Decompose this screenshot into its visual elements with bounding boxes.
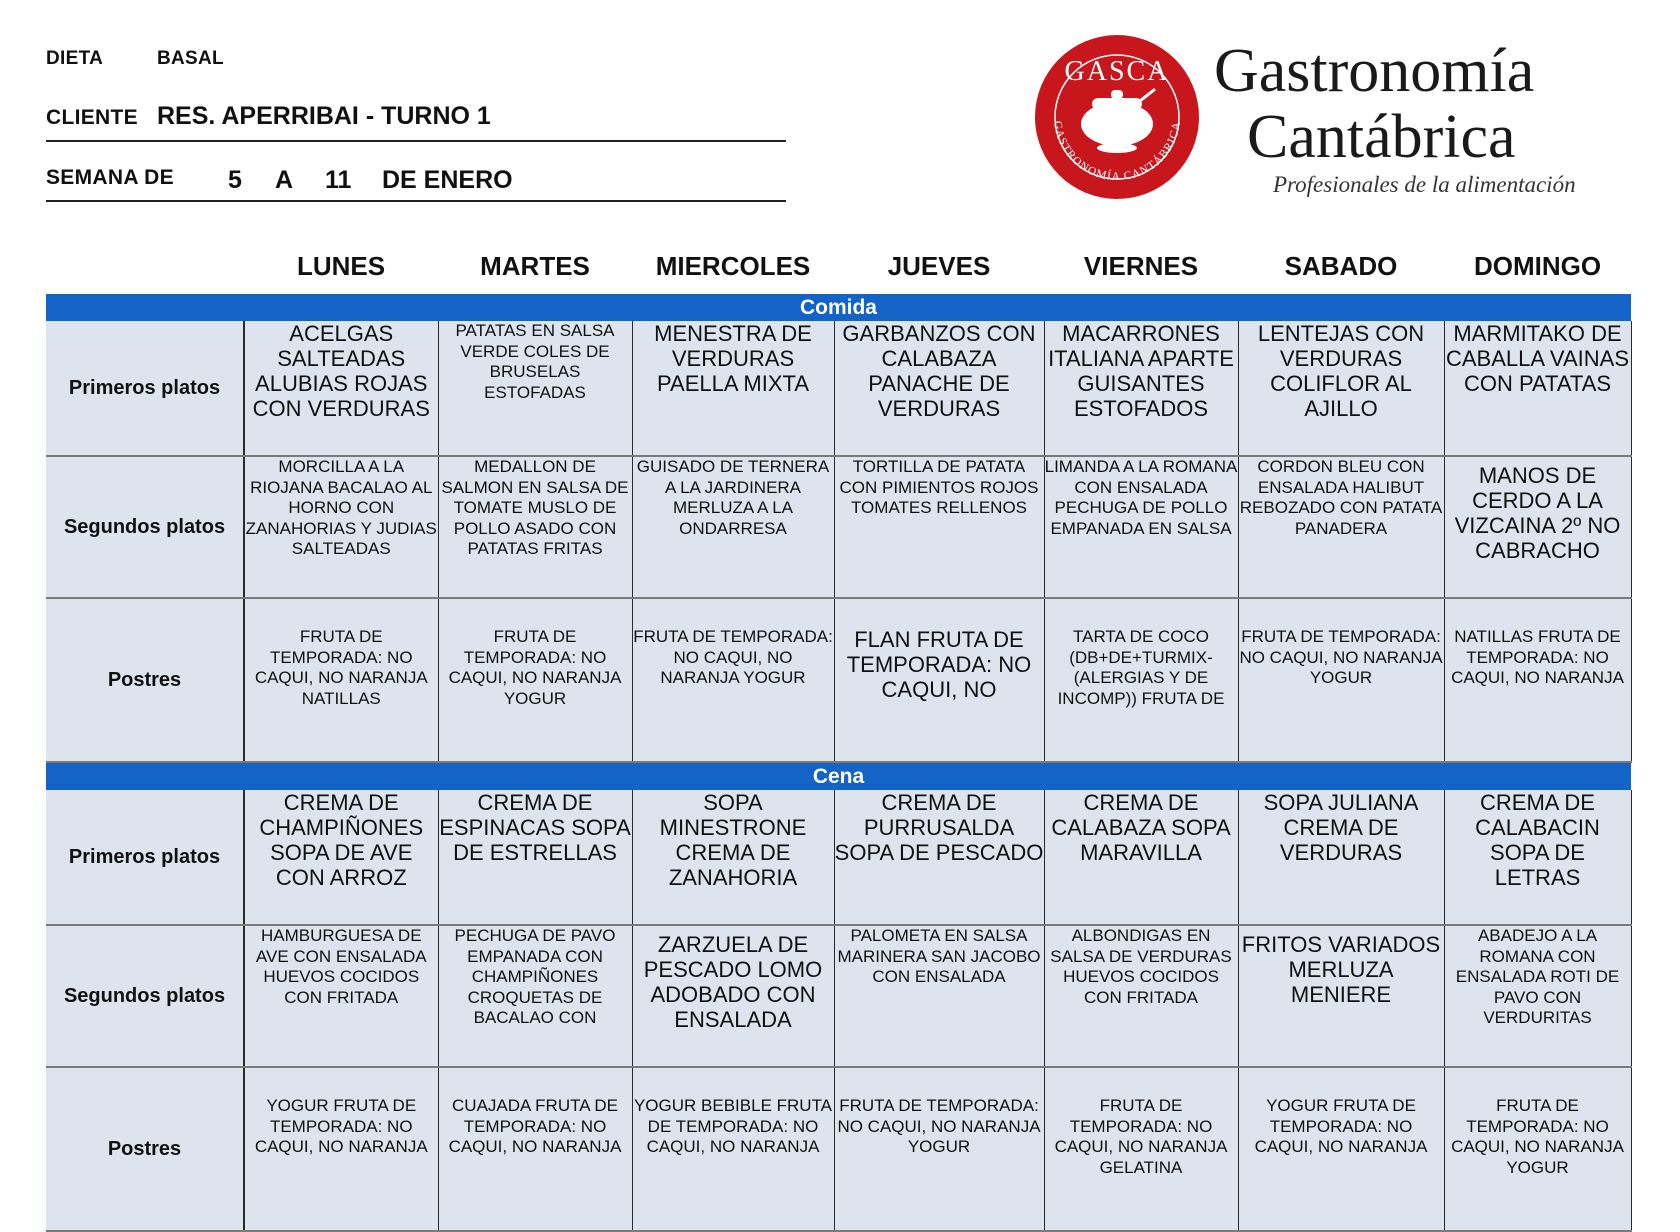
menu-cell: MACARRONES ITALIANA APARTE GUISANTES ESTOFADOS — [1044, 321, 1238, 456]
menu-cell: CREMA DE CALABAZA SOPA MARAVILLA — [1044, 790, 1238, 925]
section-title-comida: Comida — [46, 294, 1631, 321]
weekly-menu-table — [46, 238, 1632, 1232]
logo-title-line1: Gastronomía — [1214, 37, 1535, 105]
day-header-monday: LUNES — [244, 238, 438, 294]
menu-cell: FRUTA DE TEMPORADA: NO CAQUI, NO NARANJA YOGUR — [1238, 598, 1444, 762]
day-header-wednesday: MIERCOLES — [632, 238, 834, 294]
semana-from: 5 — [228, 166, 242, 194]
menu-cell: LENTEJAS CON VERDURAS COLIFLOR AL AJILLO — [1238, 321, 1444, 456]
row-label: Postres — [46, 598, 244, 762]
menu-cell: TORTILLA DE PATATA CON PIMIENTOS ROJOS TOMATES RELLENOS — [834, 456, 1044, 598]
menu-cell: CREMA DE PURRUSALDA SOPA DE PESCADO — [834, 790, 1044, 925]
menu-cell: SOPA MINESTRONE CREMA DE ZANAHORIA — [632, 790, 834, 925]
semana-month: DE ENERO — [382, 166, 513, 194]
cena-primeros-row — [46, 790, 1631, 925]
menu-cell: FRUTA DE TEMPORADA: NO CAQUI, NO NARANJA YOGUR — [632, 598, 834, 762]
menu-cell: PATATAS EN SALSA VERDE COLES DE BRUSELAS ESTOFADAS — [438, 321, 632, 456]
day-header-thursday: JUEVES — [834, 238, 1044, 294]
menu-cell: HAMBURGUESA DE AVE CON ENSALADA HUEVOS COCIDOS CON FRITADA — [244, 925, 438, 1067]
day-header-row — [46, 238, 1631, 294]
menu-cell: FRUTA DE TEMPORADA: NO CAQUI, NO NARANJA GELATINA — [1044, 1067, 1238, 1231]
day-header-saturday: SABADO — [1238, 238, 1444, 294]
row-label: Primeros platos — [46, 321, 244, 456]
section-title-cena: Cena — [46, 762, 1631, 790]
menu-cell: GUISADO DE TERNERA A LA JARDINERA MERLUZA A LA ONDARRESA — [632, 456, 834, 598]
company-logo — [1032, 30, 1602, 210]
menu-cell: MANOS DE CERDO A LA VIZCAINA 2º NO CABRACHO — [1444, 456, 1631, 598]
menu-cell: ALBONDIGAS EN SALSA DE VERDURAS HUEVOS COCIDOS CON FRITADA — [1044, 925, 1238, 1067]
row-label: Primeros platos — [46, 790, 244, 925]
menu-cell: PALOMETA EN SALSA MARINERA SAN JACOBO CON ENSALADA — [834, 925, 1044, 1067]
day-header-sunday: DOMINGO — [1444, 238, 1631, 294]
comida-postres-row — [46, 598, 1631, 762]
day-header-empty — [46, 238, 244, 294]
menu-cell: MENESTRA DE VERDURAS PAELLA MIXTA — [632, 321, 834, 456]
comida-primeros-row — [46, 321, 1631, 456]
menu-cell: CORDON BLEU CON ENSALADA HALIBUT REBOZADO CON PATATA PANADERA — [1238, 456, 1444, 598]
menu-cell: MORCILLA A LA RIOJANA BACALAO AL HORNO CON ZANAHORIAS Y JUDIAS SALTEADAS — [244, 456, 438, 598]
menu-cell: YOGUR FRUTA DE TEMPORADA: NO CAQUI, NO NARANJA — [244, 1067, 438, 1231]
menu-cell: LIMANDA A LA ROMANA CON ENSALADA PECHUGA DE POLLO EMPANADA EN SALSA — [1044, 456, 1238, 598]
cliente-label: CLIENTE — [46, 106, 138, 129]
menu-cell: FRUTA DE TEMPORADA: NO CAQUI, NO NARANJA NATILLAS — [244, 598, 438, 762]
menu-cell: FRUTA DE TEMPORADA: NO CAQUI, NO NARANJA YOGUR — [438, 598, 632, 762]
cena-segundos-row — [46, 925, 1631, 1067]
row-label: Segundos platos — [46, 456, 244, 598]
menu-cell: FRUTA DE TEMPORADA: NO CAQUI, NO NARANJA YOGUR — [1444, 1067, 1631, 1231]
menu-cell: GARBANZOS CON CALABAZA PANACHE DE VERDURAS — [834, 321, 1044, 456]
menu-cell: YOGUR BEBIBLE FRUTA DE TEMPORADA: NO CAQUI, NO NARANJA — [632, 1067, 834, 1231]
menu-cell: YOGUR FRUTA DE TEMPORADA: NO CAQUI, NO NARANJA — [1238, 1067, 1444, 1231]
menu-cell: CREMA DE CHAMPIÑONES SOPA DE AVE CON ARROZ — [244, 790, 438, 925]
menu-cell: ABADEJO A LA ROMANA CON ENSALADA ROTI DE PAVO CON VERDURITAS — [1444, 925, 1631, 1067]
logo-title-line2: Cantábrica — [1247, 103, 1516, 171]
menu-cell: FLAN FRUTA DE TEMPORADA: NO CAQUI, NO — [834, 598, 1044, 762]
menu-cell: MARMITAKO DE CABALLA VAINAS CON PATATAS — [1444, 321, 1631, 456]
section-band-comida — [46, 294, 1631, 321]
dieta-value: BASAL — [157, 48, 224, 69]
badge-ring-text: GASTRONOMÍA CANTÁBRICA — [1051, 120, 1183, 184]
menu-cell: PECHUGA DE PAVO EMPANADA CON CHAMPIÑONES CROQUETAS DE BACALAO CON — [438, 925, 632, 1067]
menu-cell: NATILLAS FRUTA DE TEMPORADA: NO CAQUI, NO NARANJA — [1444, 598, 1631, 762]
menu-cell: ZARZUELA DE PESCADO LOMO ADOBADO CON ENSALADA — [632, 925, 834, 1067]
semana-to: 11 — [325, 166, 352, 194]
semana-underline — [46, 200, 786, 202]
cliente-value: RES. APERRIBAI - TURNO 1 — [157, 102, 491, 130]
menu-cell: FRITOS VARIADOS MERLUZA MENIERE — [1238, 925, 1444, 1067]
section-band-cena — [46, 762, 1631, 790]
menu-cell: CREMA DE ESPINACAS SOPA DE ESTRELLAS — [438, 790, 632, 925]
semana-a: A — [275, 166, 294, 194]
semana-label: SEMANA DE — [46, 166, 174, 189]
menu-cell: CUAJADA FRUTA DE TEMPORADA: NO CAQUI, NO NARANJA — [438, 1067, 632, 1231]
menu-cell: TARTA DE COCO (DB+DE+TURMIX-(ALERGIAS Y DE INCOMP)) FRUTA DE — [1044, 598, 1238, 762]
cliente-underline — [46, 140, 786, 142]
day-header-friday: VIERNES — [1044, 238, 1238, 294]
badge-title: GASCA — [1064, 56, 1170, 87]
comida-segundos-row — [46, 456, 1631, 598]
dieta-label: DIETA — [46, 48, 104, 69]
menu-cell: ACELGAS SALTEADAS ALUBIAS ROJAS CON VERDURAS — [244, 321, 438, 456]
gasca-badge — [1032, 32, 1202, 202]
row-label: Postres — [46, 1067, 244, 1231]
cena-postres-row — [46, 1067, 1631, 1231]
logo-tagline: Profesionales de la alimentación — [1273, 172, 1576, 197]
day-header-tuesday: MARTES — [438, 238, 632, 294]
menu-cell: FRUTA DE TEMPORADA: NO CAQUI, NO NARANJA YOGUR — [834, 1067, 1044, 1231]
row-label: Segundos platos — [46, 925, 244, 1067]
menu-cell: SOPA JULIANA CREMA DE VERDURAS — [1238, 790, 1444, 925]
menu-cell: MEDALLON DE SALMON EN SALSA DE TOMATE MUSLO DE POLLO ASADO CON PATATAS FRITAS — [438, 456, 632, 598]
menu-cell: CREMA DE CALABACIN SOPA DE LETRAS — [1444, 790, 1631, 925]
